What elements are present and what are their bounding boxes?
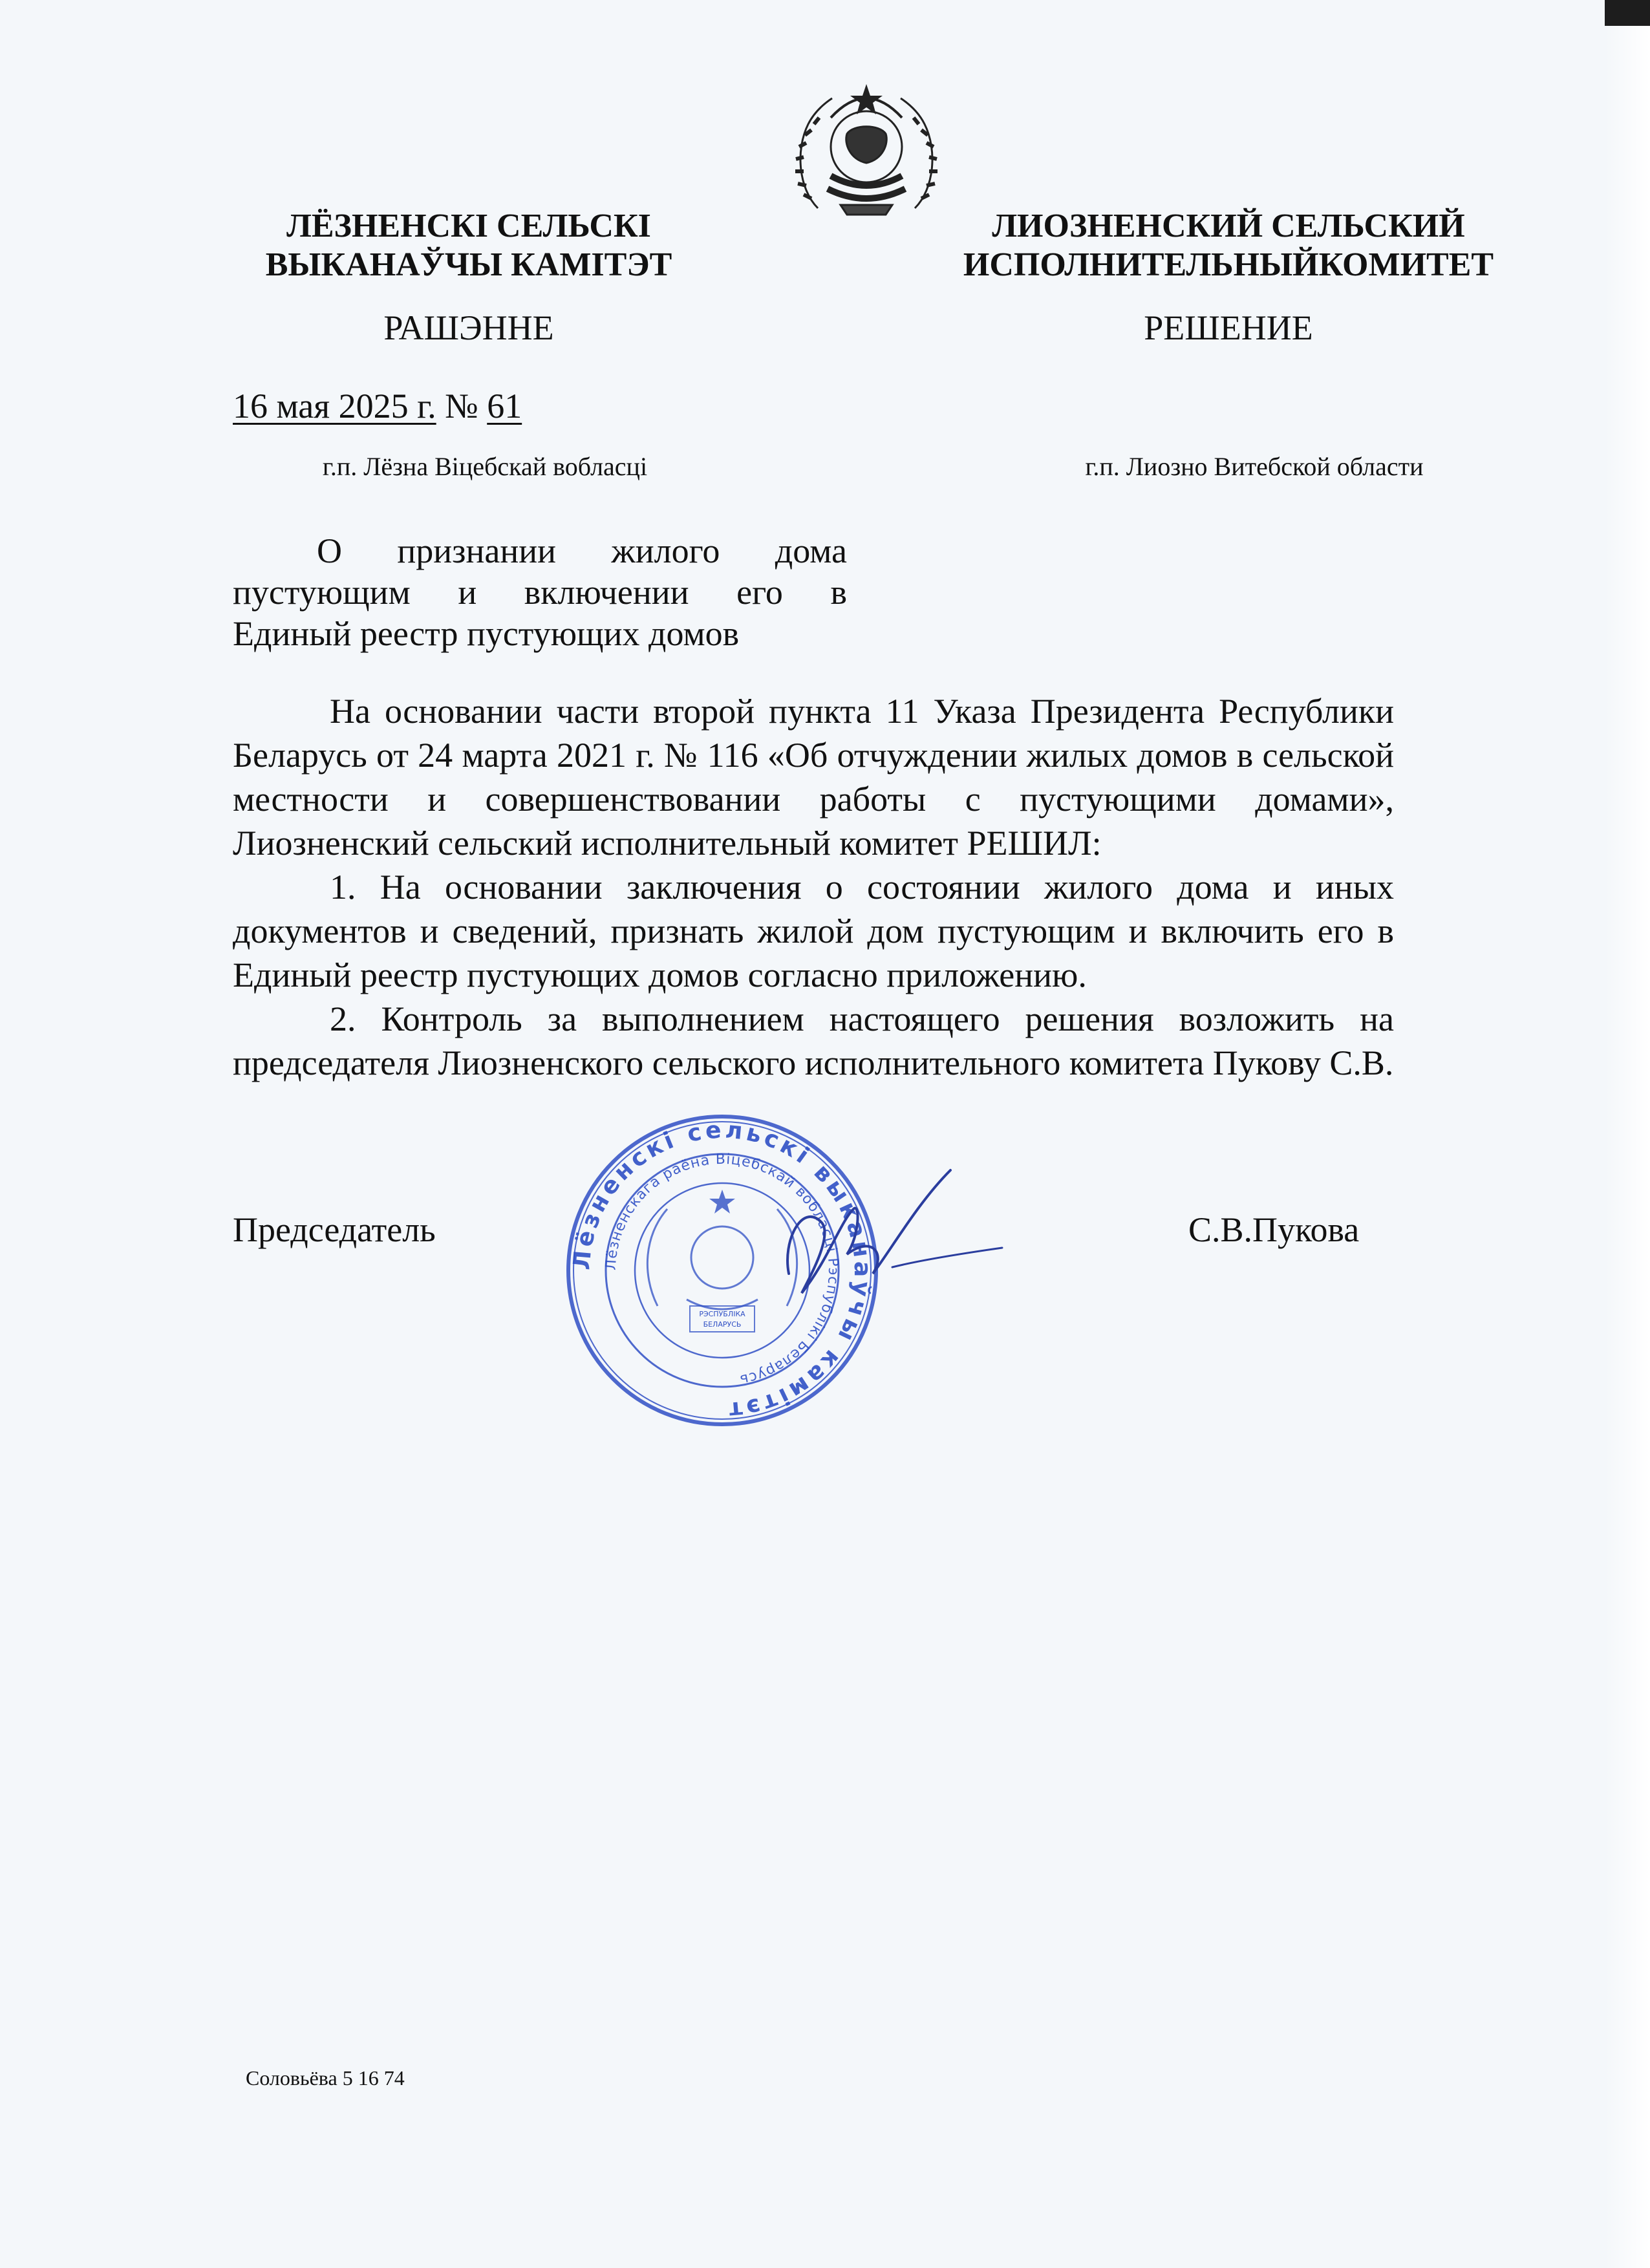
place-by: г.п. Лёзна Віцебскай вобласці [322, 452, 648, 481]
body-item-1: 1. На основании заключения о состоянии жилого дома и иных документов и сведений, признать жилой дом пустующим и включить его в Единый реестр пустующих домов согласно приложению. [233, 868, 1394, 994]
place-ru: г.п. Лиозно Витебской области [1085, 452, 1424, 481]
decision-title-by: РАШЭННЕ [383, 308, 554, 347]
stamp-inner-text: Лёзненскага раёна Віцебскай вобласці Рэспублікі Беларусь [603, 1151, 842, 1388]
org-name-by-line2: ВЫКАНАЎЧЫ КАМІТЭТ [265, 246, 672, 283]
signer-title: Председатель [233, 1210, 436, 1249]
state-emblem-icon [792, 79, 941, 224]
signer-name: С.В.Пукова [1188, 1210, 1360, 1249]
org-name-russian [905, 207, 1552, 284]
document-number: 61 [487, 387, 522, 425]
org-name-ru-line2: ИСПОЛНИТЕЛЬНЫЙКОМИТЕТ [963, 246, 1494, 283]
number-sign: № [445, 387, 478, 425]
stamp-emblem-label-1: РЭСПУБЛІКА [699, 1310, 745, 1318]
subject-line2: пустующим и включении его в [233, 573, 847, 612]
subject-line1: О признании жилого дома [317, 531, 847, 570]
scan-corner-mark [1605, 0, 1650, 26]
org-name-ru-line1: ЛИОЗНЕНСКИЙ СЕЛЬСКИЙ [992, 208, 1465, 244]
decision-title-ru: РЕШЕНИЕ [1144, 308, 1313, 347]
org-name-belarusian [213, 207, 724, 284]
stamp-emblem-label-2: БЕЛАРУСЬ [703, 1320, 742, 1329]
document-date-number [233, 385, 522, 427]
document-body [233, 689, 1394, 1085]
page-edge [1605, 0, 1650, 2268]
stamp-outer-text: Лёзненскі сельскі выканаўчы камітэт [568, 1117, 876, 1424]
body-preamble: На основании части второй пункта 11 Указа Президента Республики Беларусь от 24 марта 2021 г. № 116 «Об отчуждении жилых домов в сельской местности и совершенствовании работы с пустующими домами», Лиозненский сельский исполнительный комитет РЕШИЛ: [233, 692, 1394, 862]
body-item-2: 2. Контроль за выполнением настоящего решения возложить на председателя Лиозненского сельского исполнительного комитета Пукову С.В. [233, 1000, 1394, 1082]
handwritten-signature [763, 1164, 1009, 1312]
subject-line3: Единый реестр пустующих домов [233, 614, 740, 653]
document-subject [233, 530, 847, 654]
document-date: 16 мая 2025 г. [233, 387, 436, 425]
org-name-by-line1: ЛЁЗНЕНСКІ СЕЛЬСКІ [286, 208, 651, 244]
executor-footer: Соловьёва 5 16 74 [246, 2066, 405, 2090]
